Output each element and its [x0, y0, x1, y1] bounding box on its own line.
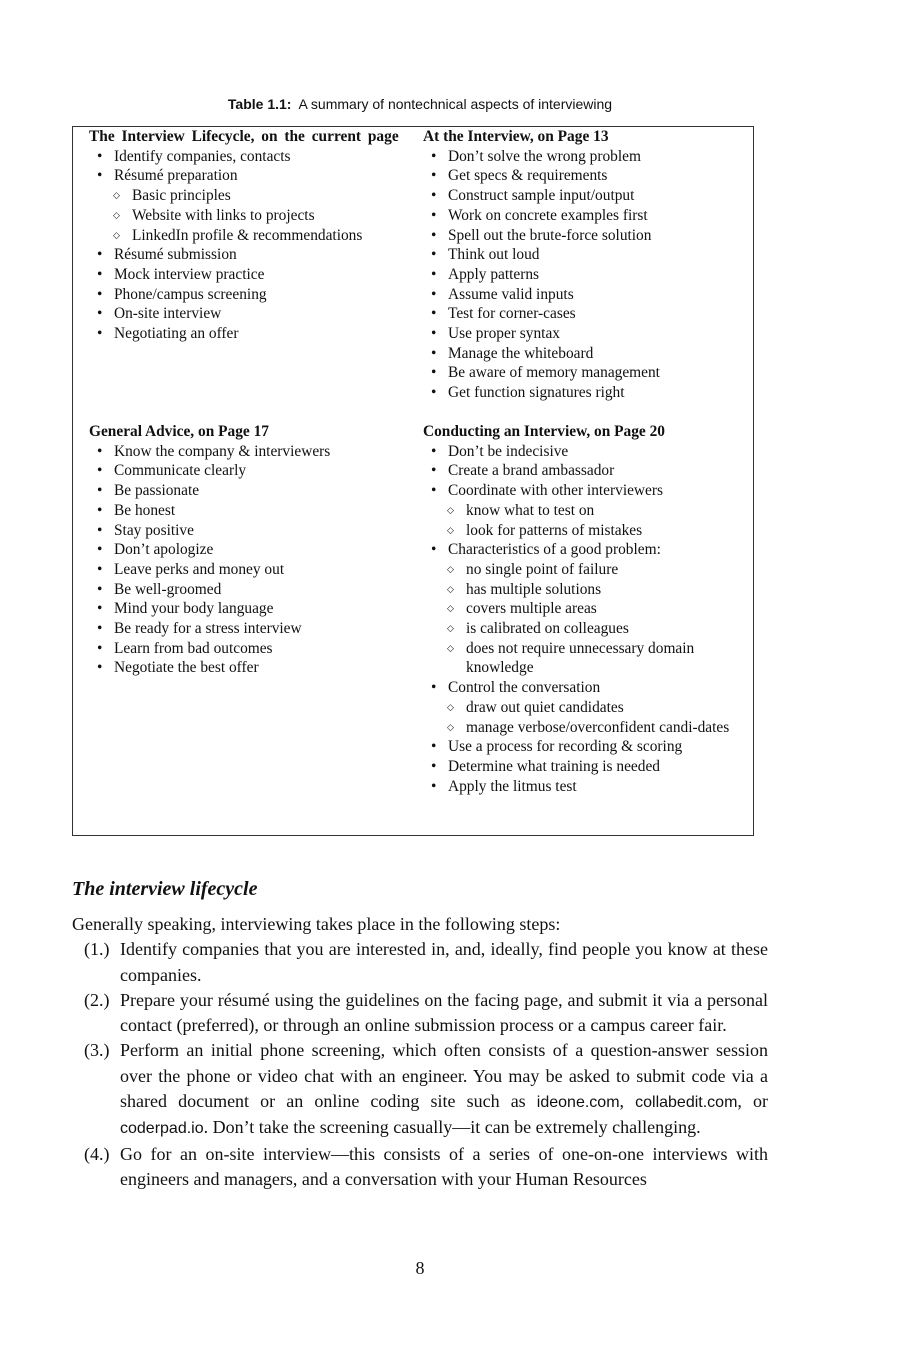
- table-caption-label: Table 1.1:: [227, 96, 292, 112]
- list-item: • Use a process for recording & scoring: [423, 737, 745, 757]
- list-item: • Be well-groomed: [89, 580, 409, 600]
- sub-list-item: ◇ no single point of failure: [423, 560, 745, 580]
- list-item: • Think out loud: [423, 245, 745, 265]
- list-item: • Be passionate: [89, 481, 409, 501]
- sub-list-item: ◇ manage verbose/overconfident candi-dates: [423, 718, 745, 738]
- lifecycle-heading: The Interview Lifecycle, on the current page: [89, 128, 399, 145]
- sub-list-item: ◇ look for patterns of mistakes: [423, 521, 745, 541]
- step-number: (4.): [84, 1143, 110, 1164]
- list-item: • Assume valid inputs: [423, 285, 745, 305]
- step-text-end: . Don’t take the screening casually—it can be extremely challenging.: [203, 1117, 701, 1138]
- step-item: [72, 937, 768, 988]
- table-caption-text: A summary of nontechnical aspects of interviewing: [298, 96, 613, 112]
- list-item: • Test for corner-cases: [423, 304, 745, 324]
- section-body: [72, 912, 768, 1192]
- list-item: • Leave perks and money out: [89, 560, 409, 580]
- list-item: • Phone/campus screening: [89, 285, 409, 305]
- list-item: • Control the conversation: [423, 678, 745, 698]
- sub-list-item: ◇ LinkedIn profile & recommendations: [89, 226, 409, 246]
- list-item: • Get function signatures right: [423, 383, 745, 403]
- step-item: [72, 1142, 768, 1193]
- step-number: (3.): [84, 1040, 110, 1061]
- list-item: • Work on concrete examples first: [423, 206, 745, 226]
- sub-list-item: ◇ draw out quiet candidates: [423, 698, 745, 718]
- list-item: • Apply patterns: [423, 265, 745, 285]
- step-number: (2.): [84, 989, 110, 1010]
- list-item: • Create a brand ambassador: [423, 461, 745, 481]
- list-item: • Mind your body language: [89, 599, 409, 619]
- list-item: • Characteristics of a good problem:: [423, 540, 745, 560]
- conducting-heading: Conducting an Interview, on Page 20: [423, 423, 665, 440]
- sub-list-item: ◇ is calibrated on colleagues: [423, 619, 745, 639]
- step-text-sep: , or: [737, 1091, 768, 1112]
- step-text: Identify companies that you are interested in, and, ideally, find people you know at these companies.: [120, 939, 768, 985]
- list-item: • Negotiating an offer: [89, 324, 409, 344]
- list-item: • Use proper syntax: [423, 324, 745, 344]
- list-item: • Apply the litmus test: [423, 777, 745, 797]
- list-item: • Don’t solve the wrong problem: [423, 147, 745, 167]
- list-item: • Identify companies, contacts: [89, 147, 409, 167]
- step-item: [72, 988, 768, 1039]
- list-item: • Manage the whiteboard: [423, 344, 745, 364]
- sub-list-item: ◇ has multiple solutions: [423, 580, 745, 600]
- at-interview-cell: [423, 127, 745, 403]
- step-text: Prepare your résumé using the guidelines on the facing page, and submit it via a personal contact (preferred), or through an online submission process or a campus career fair.: [120, 989, 768, 1036]
- conducting-list: [423, 442, 745, 797]
- list-item: • Don’t apologize: [89, 540, 409, 560]
- conducting-cell: [423, 422, 745, 796]
- step-text: Perform an initial phone screening, which often consists of a question-answer session over the phone or video chat with an engineer. You may be asked to submit code via a shared document or an online coding site such as: [120, 1040, 768, 1112]
- summary-table: [72, 126, 754, 836]
- list-item: • Stay positive: [89, 521, 409, 541]
- list-item: • Be ready for a stress interview: [89, 619, 409, 639]
- steps-list: [72, 937, 768, 1192]
- section-intro: Generally speaking, interviewing takes place in the following steps:: [72, 914, 561, 934]
- sub-list-item: ◇ Basic principles: [89, 186, 409, 206]
- step-number: (1.): [84, 939, 110, 960]
- sub-list-item: ◇ know what to test on: [423, 501, 745, 521]
- list-item: • Don’t be indecisive: [423, 442, 745, 462]
- sub-list-item: ◇ covers multiple areas: [423, 599, 745, 619]
- at-interview-heading: At the Interview, on Page 13: [423, 128, 609, 145]
- list-item: • Be honest: [89, 501, 409, 521]
- collabedit-link[interactable]: collabedit.com: [635, 1094, 738, 1112]
- step-text: Go for an on-site interview—this consists of a series of one-on-one interviews with engineers and managers, and a conversation with your Human Resources: [120, 1143, 768, 1189]
- page-number: 8: [415, 1258, 425, 1278]
- list-item: • Negotiate the best offer: [89, 658, 409, 678]
- general-advice-heading: General Advice, on Page 17: [89, 423, 269, 440]
- coderpad-link[interactable]: coderpad.io: [120, 1120, 204, 1138]
- list-item: • Communicate clearly: [89, 461, 409, 481]
- list-item: • Get specs & requirements: [423, 166, 745, 186]
- step-item: [72, 1038, 768, 1141]
- list-item: • Know the company & interviewers: [89, 442, 409, 462]
- general-advice-list: [89, 442, 409, 678]
- table-caption: [0, 96, 840, 112]
- list-item: • Learn from bad outcomes: [89, 639, 409, 659]
- at-interview-list: [423, 147, 745, 403]
- list-item: • Determine what training is needed: [423, 757, 745, 777]
- section-title: The interview lifecycle: [72, 878, 258, 900]
- sub-list-item: ◇ does not require unnecessary domain knowledge: [423, 639, 745, 678]
- list-item: • Coordinate with other interviewers: [423, 481, 745, 501]
- general-advice-cell: [89, 422, 409, 678]
- list-item: • Résumé preparation: [89, 166, 409, 186]
- sub-list-item: ◇ Website with links to projects: [89, 206, 409, 226]
- step-text-sep: ,: [619, 1091, 636, 1112]
- lifecycle-list: [89, 147, 409, 344]
- ideone-link[interactable]: ideone.com: [536, 1094, 620, 1112]
- list-item: • On-site interview: [89, 304, 409, 324]
- list-item: • Résumé submission: [89, 245, 409, 265]
- list-item: • Construct sample input/output: [423, 186, 745, 206]
- list-item: • Mock interview practice: [89, 265, 409, 285]
- list-item: • Spell out the brute-force solution: [423, 226, 745, 246]
- lifecycle-cell: [89, 127, 409, 344]
- list-item: • Be aware of memory management: [423, 363, 745, 383]
